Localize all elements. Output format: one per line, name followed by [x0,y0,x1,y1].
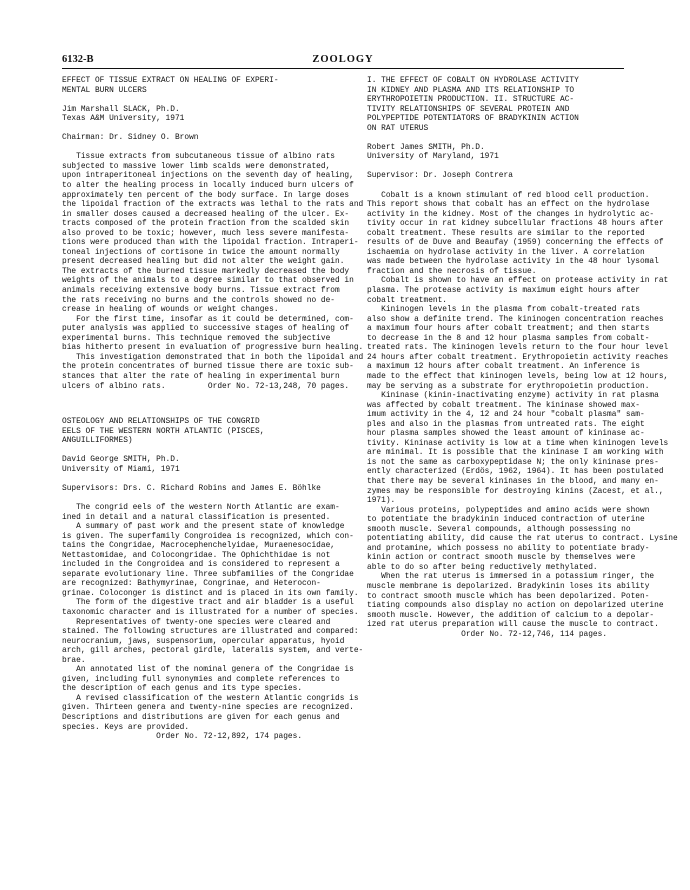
title-line: OSTEOLOGY AND RELATIONSHIPS OF THE CONGRID [62,417,260,427]
text-line: fraction and the necrosis of tissue. [367,266,537,276]
text-line: to alter the healing process in locally induced burn ulcers of [62,181,354,191]
text-line: hour plasma samples showed the least amount of kininase ac- [367,429,645,439]
institution: University of Maryland, 1971 [367,152,499,162]
text-line: Cobalt is a known stimulant of red blood cell production. [367,190,650,200]
text-line: species. Keys are provided. [62,722,190,732]
text-line: experimental burns. This technique removed the subjective [62,333,331,343]
article-title [367,76,653,133]
text-line: tracts composed of the protein fraction from the scalded skin [62,219,350,229]
text-line: ischaemia on hydrolase activity in the liver. A correlation [367,247,645,257]
title-line: IN KIDNEY AND PLASMA AND ITS RELATIONSHIP TO [367,85,575,95]
text-line: Order No. 72-12,892, 174 pages. [62,732,303,742]
abstract-paragraph [367,190,664,277]
article-cobalt-hydrolase [367,76,678,639]
text-line: the rats receiving no burns and the controls showed no de- [62,295,336,305]
text-line: ples and also in the plasmas from untreated rats. The eight [367,419,645,429]
abstract-paragraph [367,276,669,305]
article-congrid-eels [62,417,364,742]
text-line: bias hitherto present in evaluation of progressive burn healing. [62,343,364,353]
title-line: ON RAT UTERUS [367,123,429,133]
text-line: treated rats. The kininogen levels return to the four hour level [367,343,669,353]
text-line: plasma. The protease activity is maximum eight hours after [367,286,641,296]
text-line: cobalt treatment. [367,295,448,305]
text-line: For the first time, insofar as it could be determined, com- [62,314,354,324]
text-line: A revised classification of the western Atlantic congrids is [62,693,359,703]
text-line: that there may be several kininases in the blood, and many en- [367,476,659,486]
text-line: are recognized: Bathymyrinae, Congrinae, and Heterocon- [62,579,321,589]
supervisor-line: Supervisors: Drs. C. Richard Robins and James E. Böhlke [62,483,321,493]
text-line: brae. [62,655,86,665]
header-rule [62,68,624,69]
text-line: ined in detail and a natural classification is presented. [62,512,331,522]
text-line: tivity. Kininase activity is low at a time when kininogen levels [367,438,669,448]
title-line: MENTAL BURN ULCERS [62,85,147,95]
text-line: cobalt treatment. These results are similar to the reported [367,228,645,238]
text-line: arch, gill arches, pectoral girdle, lateralis system, and verte- [62,646,364,656]
text-line: 24 hours after cobalt treatment. Erythropoietin activity reaches [367,352,669,362]
text-line: Nettastomidae, and Colocongridae. The Ophichthidae is not [62,550,331,560]
text-line: Descriptions and distributions are given for each genus and [62,713,340,722]
text-line: separate evolutionary line. Three subfamilies of the Congridae [62,569,354,579]
page-header [62,54,624,68]
text-line: muscle membrane is depolarized. Bradykinin loses its ability [367,581,650,591]
text-line: was made between the hydrolase activity in the 48 hour lysomal [367,257,659,267]
text-line: approximately ten percent of the body surface. In large doses [62,190,350,200]
abstract-paragraph [62,665,354,694]
text-line: tivity occur in rat kidney subcellular fractions 48 hours after [367,219,664,229]
text-line: The extracts of the burned tissue markedly decreased the body [62,266,350,276]
text-line: puter analysis was applied to successive stages of healing of [62,324,350,334]
text-line: was affected by cobalt treatment. The kininase showed max- [367,400,641,410]
text-line: in smaller doses caused a decreased healing of the ulcer. Ex- [62,209,350,219]
text-line: Order No. 72-12,746, 114 pages. [367,629,608,639]
title-line: TIVITY RELATIONSHIPS OF SEVERAL PROTEIN AND [367,104,570,114]
supervisor-line: Chairman: Dr. Sidney O. Brown [62,133,199,143]
text-line: A summary of past work and the present state of knowledge [62,522,345,532]
text-line: the description of each genus and its type species. [62,684,303,694]
author-name: Jim Marshall SLACK, Ph.D. [62,104,180,114]
text-line: also proved to be toxic; however, much less severe manifesta- [62,228,350,238]
text-line: made to the effect that kininogen levels, being low at 12 hours, [367,371,669,381]
text-line: Kininase (kinin-inactivating enzyme) activity in rat plasma [367,391,659,401]
text-line: is given. The superfamily Congroidea is recognized, which con- [62,531,354,541]
text-line: are minimal. It is possible that the kininase I am working with [367,448,664,458]
abstract-paragraph [62,152,364,315]
text-line: Kininogen levels in the plasma from cobalt-treated rats [367,305,641,315]
text-line: subjected to massive lower limb scalds were demonstrated, [62,161,331,171]
text-line: tions were produced than with the lipoidal fraction. Intraperi- [62,238,359,248]
text-line: taxonomic character and is illustrated for a number of species. [62,607,359,617]
abstract-paragraph [62,352,364,391]
text-line: given, including full synonymies and complete references to [62,674,340,684]
text-line: tains the Congridae, Macrocephenchelyidae, Muraenesocidae, [62,541,336,551]
text-line: a maximum 12 hours after cobalt treatment. An inference is [367,362,641,372]
article-title [62,417,344,446]
title-line: POLYPEPTIDE POTENTIATORS OF BRADYKININ ACTION [367,114,579,124]
text-line: smooth muscle. Several compounds, although possessing no [367,524,631,534]
text-line: activity in the kidney. Most of the changes in hydrolytic ac- [367,209,655,219]
text-line: crease in healing of wounds or weight changes. [62,305,279,315]
text-line: ized rat uterus preparation will cause the muscle to contract. [367,620,659,630]
text-line: smooth muscle. However, the addition of calcium to a depolar- [367,610,655,620]
text-line: included in the Congroidea and is considered to represent a [62,560,340,570]
text-line: stances that alter the rate of healing in experimental burn [62,371,340,381]
text-line: upon intraperitoneal injections on the seventh day of healing, [62,171,354,181]
text-line: This report shows that cobalt has an effect on the hydrolase [367,200,650,210]
text-line: An annotated list of the nominal genera of the Congridae is [62,665,354,675]
abstract-paragraph [62,314,364,353]
section-title: ZOOLOGY [312,54,374,65]
abstract-paragraph [62,693,359,742]
text-line: Representatives of twenty-one species were cleared and [62,617,331,627]
text-line: This investigation demonstrated that in both the lipoidal and [62,352,364,362]
title-line: EELS OF THE WESTERN NORTH ATLANTIC (PISCES, [62,426,265,436]
text-line: tiating compounds also display no action on depolarized uterine [367,601,664,611]
text-line: neurocranium, jaws, suspensorium, opercular apparatus, hyoid [62,636,345,646]
title-line: I. THE EFFECT OF COBALT ON HYDROLASE ACTIVITY [367,76,579,85]
title-line: ANGUILLIFORMES) [62,436,133,446]
text-line: The congrid eels of the western North Atlantic are exam- [62,502,340,512]
text-line: may be serving as a substrate for erythropoietin production. [367,381,650,391]
text-line: ently characterized (Erdös, 1962, 1964). It has been postulated [367,467,664,477]
text-line: Tissue extracts from subcutaneous tissue of albino rats [62,152,336,162]
institution: Texas A&M University, 1971 [62,114,185,124]
text-line: When the rat uterus is immersed in a potassium ringer, the [367,572,655,582]
text-line: the lipoidal fraction of the extracts was lethal to the rats and [62,200,364,210]
abstract-paragraph [367,391,669,506]
text-line: results of de Duve and Beaufay (1959) concerning the effects of [367,238,664,248]
text-line: present decreased healing but did not alter the weight gain. [62,257,345,267]
text-line: given. Thirteen genera and twenty-nine species are recognized. [62,703,354,713]
text-line: also show a definite trend. The kininogen concentration reaches [367,314,664,324]
text-line: the protein concentrates of burned tissue there are toxic sub- [62,362,354,372]
text-line: 1971). [367,496,396,506]
text-line: and protamine, which possess no ability to potentiate brady- [367,543,650,553]
title-line: EFFECT OF TISSUE EXTRACT ON HEALING OF EXPERI- [62,76,279,85]
supervisor-line: Supervisor: Dr. Joseph Contrera [367,171,513,181]
text-line: animals receiving extensive body burns. Tissue extract from [62,286,340,296]
text-line: zymes may be responsible for destroying kinins (Zacest, et al., [367,486,664,496]
text-line: ulcers of albino rats. Order No. 72-13,248, 70 pages. [62,381,350,391]
text-line: able to do so after being reductively methylated. [367,562,598,572]
abstract-paragraph [62,522,359,598]
abstract-paragraph [62,617,364,666]
author-name: Robert James SMITH, Ph.D. [367,142,485,152]
text-line: imum activity in the 4, 12 and 24 hour "cobalt plasma" sam- [367,410,645,420]
text-line: toneal injections of cortisone in twice the amount normally [62,247,340,257]
text-line: to contract smooth muscle which has been depolarized. Poten- [367,591,650,601]
title-line: ERYTHROPOIETIN PRODUCTION. II. STRUCTURE AC- [367,95,575,105]
abstract-paragraph [367,305,669,391]
text-line: to decrease in the 8 and 12 hour plasma samples from cobalt- [367,333,650,343]
text-line: a maximum four hours after cobalt treatment; and then starts [367,324,650,334]
text-line: potentiating ability, did cause the rat uterus to contract. Lysine [367,534,678,544]
right-column [367,76,678,639]
abstract-paragraph [367,572,664,639]
page-number: 6132-B [62,54,94,65]
article-title [62,76,344,95]
text-line: is not the same as carboxypeptidase N; the only kininase pres- [367,457,659,467]
institution: University of Miami, 1971 [62,464,180,474]
left-column [62,76,364,742]
text-line: Cobalt is shown to have an effect on protease activity in rat [367,276,669,286]
text-line: stained. The following structures are illustrated and compared: [62,627,359,637]
article-burn-ulcers [62,76,364,391]
text-line: Various proteins, polypeptides and amino acids were shown [367,505,650,515]
text-line: The form of the digestive tract and air bladder is a useful [62,598,354,608]
text-line: to potentiate the bradykinin induced contraction of uterine [367,515,645,525]
author-name: David George SMITH, Ph.D. [62,455,180,465]
abstract-paragraph [62,598,359,617]
text-line: kinin action or contract smooth muscle by themselves were [367,553,636,563]
text-line: weights of the animals to a degree similar to that observed in [62,276,354,286]
abstract-paragraph [62,503,344,522]
text-line: grinae. Coloconger is distinct and is placed in its own family. [62,588,359,598]
abstract-paragraph [367,505,678,573]
